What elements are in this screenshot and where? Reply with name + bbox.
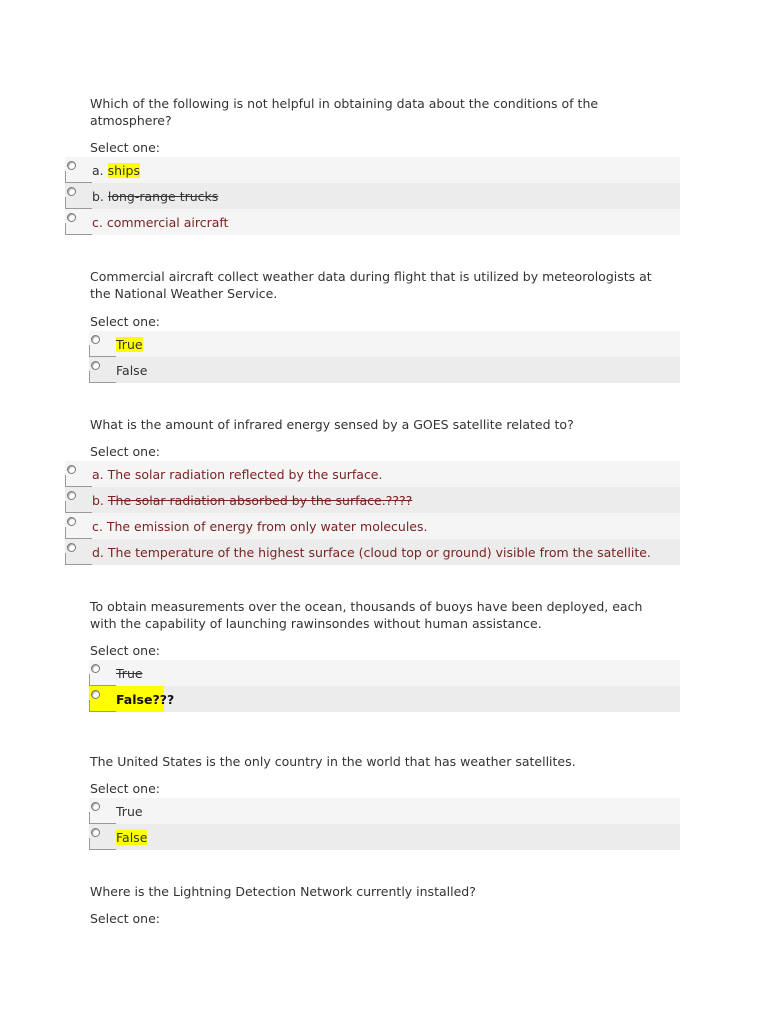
- q3-option-b-label: The solar radiation absorbed by the surface.????: [107, 493, 413, 508]
- q5-option-false-label: False: [116, 830, 148, 845]
- q1-select-one: Select one:: [90, 140, 161, 155]
- radio-button-icon[interactable]: [67, 213, 76, 222]
- q5-option-true-label: True: [116, 804, 143, 819]
- q2-option-true[interactable]: [89, 331, 680, 357]
- q2-option-false-label: False: [116, 363, 148, 378]
- q4-option-false-label: False???: [116, 692, 175, 707]
- q5-option-false[interactable]: [89, 824, 680, 850]
- question-1-text: Which of the following is not helpful in obtaining data about the conditions of the atmosphere?: [90, 96, 599, 128]
- q3-option-b[interactable]: b. The solar radiation absorbed by the surface.????: [65, 487, 680, 513]
- q3-select-one: Select one:: [90, 444, 161, 459]
- radio-button-icon[interactable]: [91, 361, 100, 370]
- q1-option-a[interactable]: a. ships: [65, 157, 680, 183]
- radio-button-icon[interactable]: [67, 543, 76, 552]
- radio-button-icon[interactable]: [91, 690, 100, 699]
- radio-button-icon[interactable]: [91, 828, 100, 837]
- q4-option-true-label: True: [116, 666, 143, 681]
- q3-option-a[interactable]: a. The solar radiation reflected by the surface.: [65, 461, 680, 487]
- q1-option-b[interactable]: b. long-range trucks: [65, 183, 680, 209]
- q2-option-true-label: True: [116, 337, 143, 352]
- q1-option-c-label: commercial aircraft: [106, 215, 229, 230]
- q6-select-one: Select one:: [90, 911, 161, 926]
- q1-option-b-label: long-range trucks: [107, 189, 219, 204]
- radio-button-icon[interactable]: [67, 187, 76, 196]
- radio-button-icon[interactable]: [91, 335, 100, 344]
- q1-option-c[interactable]: c. commercial aircraft: [65, 209, 680, 235]
- question-4-text: To obtain measurements over the ocean, thousands of buoys have been deployed, each with the capability of launching rawinsondes without human assistance.: [90, 599, 643, 631]
- question-3-text: What is the amount of infrared energy sensed by a GOES satellite related to?: [90, 417, 574, 432]
- question-6-text: Where is the Lightning Detection Network currently installed?: [90, 884, 476, 899]
- q3-option-a-label: The solar radiation reflected by the surface.: [107, 467, 383, 482]
- question-2-text: Commercial aircraft collect weather data during flight that is utilized by meteorologists at the National Weather Service.: [90, 269, 652, 301]
- radio-button-icon[interactable]: [67, 465, 76, 474]
- radio-button-icon[interactable]: [91, 664, 100, 673]
- q2-select-one: Select one:: [90, 314, 161, 329]
- q4-option-false[interactable]: [89, 686, 680, 712]
- q4-option-true[interactable]: [89, 660, 680, 686]
- q2-option-false[interactable]: [89, 357, 680, 383]
- q5-option-true[interactable]: [89, 798, 680, 824]
- question-5-text: The United States is the only country in the world that has weather satellites.: [90, 754, 576, 769]
- q3-option-c-label: The emission of energy from only water molecules.: [106, 519, 428, 534]
- q3-option-d-label: The temperature of the highest surface (cloud top or ground) visible from the satellite.: [107, 545, 651, 560]
- q5-select-one: Select one:: [90, 781, 161, 796]
- radio-button-icon[interactable]: [67, 161, 76, 170]
- radio-button-icon[interactable]: [67, 491, 76, 500]
- radio-button-icon[interactable]: [67, 517, 76, 526]
- q1-option-a-label: ships: [107, 163, 140, 178]
- q4-select-one: Select one:: [90, 643, 161, 658]
- q3-option-c[interactable]: c. The emission of energy from only water molecules.: [65, 513, 680, 539]
- q3-option-d[interactable]: d. The temperature of the highest surface (cloud top or ground) visible from the satellite.: [65, 539, 680, 565]
- radio-button-icon[interactable]: [91, 802, 100, 811]
